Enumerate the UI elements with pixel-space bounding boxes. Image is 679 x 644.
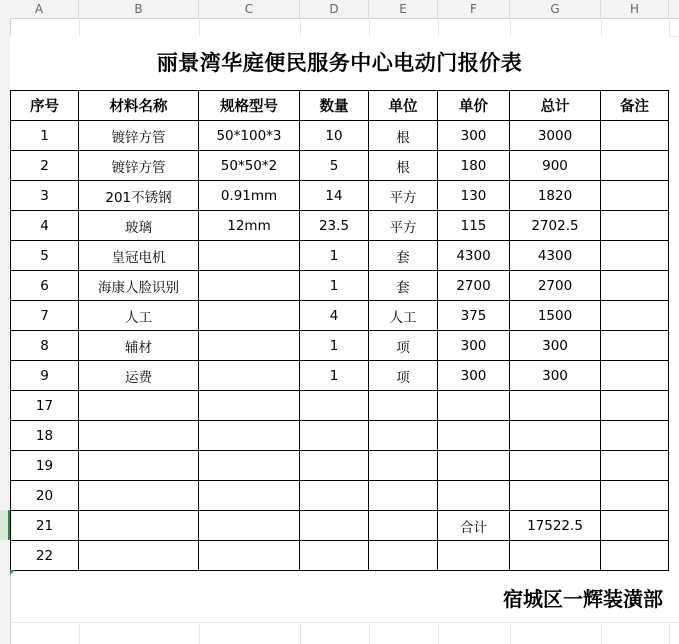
table-row [11,331,669,361]
column-header-bar [0,0,679,19]
table-row [11,541,669,571]
table-cell[interactable] [199,391,300,421]
table-cell[interactable] [601,151,669,181]
table-cell[interactable]: 合计 [438,511,510,541]
table-cell[interactable]: 1 [300,271,369,301]
table-cell[interactable]: 5 [11,241,79,271]
column-heading[interactable]: 备注 [601,91,669,121]
gridline [199,18,200,36]
table-cell[interactable]: 1 [11,121,79,151]
table-row [11,181,669,211]
table-cell[interactable]: 14 [300,181,369,211]
gridline [300,18,301,36]
table-cell[interactable] [601,451,669,481]
table-cell[interactable]: 1 [300,241,369,271]
table-cell[interactable]: 12mm [199,211,300,241]
table-cell[interactable]: 海康人脸识别 [79,271,199,301]
table-cell[interactable]: 130 [438,181,510,211]
column-heading[interactable]: 总计 [510,91,601,121]
table-body [11,121,669,571]
table-cell[interactable] [601,271,669,301]
table-cell[interactable]: 20 [11,481,79,511]
table-cell[interactable] [300,511,369,541]
gridline [438,18,439,36]
column-header-c[interactable]: C [199,0,300,18]
table-cell[interactable] [510,541,601,571]
table-cell[interactable]: 4300 [438,241,510,271]
table-cell[interactable]: 50*50*2 [199,151,300,181]
column-heading[interactable]: 单位 [369,91,438,121]
table-row [11,301,669,331]
column-header-a[interactable]: A [0,0,79,18]
table-cell[interactable] [79,511,199,541]
table-cell[interactable]: 300 [510,361,601,391]
table-cell[interactable] [601,541,669,571]
table-cell[interactable]: 19 [11,451,79,481]
table-cell[interactable]: 115 [438,211,510,241]
table-cell[interactable]: 3000 [510,121,601,151]
table-cell[interactable]: 300 [438,361,510,391]
table-cell[interactable] [369,511,438,541]
table-cell[interactable]: 2700 [438,271,510,301]
table-cell[interactable] [438,481,510,511]
table-cell[interactable]: 平方 [369,181,438,211]
table-cell[interactable]: 套 [369,271,438,301]
table-cell[interactable]: 根 [369,121,438,151]
table-cell[interactable] [510,421,601,451]
table-cell[interactable] [79,451,199,481]
table-cell[interactable]: 镀锌方管 [79,121,199,151]
table-cell[interactable] [79,391,199,421]
table-cell[interactable]: 2 [11,151,79,181]
table-cell[interactable]: 180 [438,151,510,181]
gridline [300,622,301,644]
gridline [601,18,602,36]
gridline [369,622,370,644]
table-cell[interactable] [300,451,369,481]
gridline [510,622,511,644]
table-row [11,451,669,481]
fill-handle-marker [10,570,15,575]
column-heading[interactable]: 材料名称 [79,91,199,121]
table-row [11,421,669,451]
table-cell[interactable]: 50*100*3 [199,121,300,151]
table-row [11,361,669,391]
table-header-row [11,91,669,121]
table-cell[interactable]: 300 [438,331,510,361]
table-cell[interactable]: 人工 [79,301,199,331]
table-cell[interactable]: 1 [300,331,369,361]
table-cell[interactable]: 8 [11,331,79,361]
table-cell[interactable]: 3 [11,181,79,211]
table-cell[interactable]: 5 [300,151,369,181]
table-cell[interactable] [300,481,369,511]
table-cell[interactable] [510,391,601,421]
table-cell[interactable] [79,421,199,451]
column-heading[interactable]: 数量 [300,91,369,121]
table-cell[interactable]: 6 [11,271,79,301]
table-cell[interactable]: 皇冠电机 [79,241,199,271]
table-cell[interactable] [199,361,300,391]
table-cell[interactable]: 17522.5 [510,511,601,541]
table-cell[interactable]: 2702.5 [510,211,601,241]
table-cell[interactable]: 1 [300,361,369,391]
table-cell[interactable]: 900 [510,151,601,181]
column-header-f[interactable]: F [438,0,510,18]
table-cell[interactable] [510,481,601,511]
table-cell[interactable]: 17 [11,391,79,421]
table-cell[interactable]: 辅材 [79,331,199,361]
gridline [79,622,80,644]
gridline [79,18,80,36]
table-row [11,511,669,541]
gridline [669,18,670,36]
table-cell[interactable] [300,391,369,421]
table-cell[interactable]: 21 [11,511,79,541]
table-cell[interactable]: 7 [11,301,79,331]
table-cell[interactable]: 4 [300,301,369,331]
table-cell[interactable]: 300 [438,121,510,151]
gridline [10,622,679,623]
table-cell[interactable]: 运费 [79,361,199,391]
quote-table [10,90,669,571]
table-cell[interactable] [601,211,669,241]
company-name[interactable]: 宿城区一辉装潢部 [503,587,663,611]
table-cell[interactable]: 项 [369,361,438,391]
table-cell[interactable] [601,391,669,421]
table-cell[interactable] [199,511,300,541]
column-header-e[interactable]: E [369,0,438,18]
column-header-b[interactable]: B [79,0,199,18]
gridline [199,622,200,644]
table-cell[interactable] [601,421,669,451]
table-cell[interactable] [601,181,669,211]
table-cell[interactable] [438,421,510,451]
table-cell[interactable]: 项 [369,331,438,361]
table-cell[interactable] [199,331,300,361]
table-cell[interactable]: 2700 [510,271,601,301]
table-cell[interactable]: 4 [11,211,79,241]
table-cell[interactable] [300,541,369,571]
table-cell[interactable] [369,541,438,571]
table-cell[interactable]: 玻璃 [79,211,199,241]
gridline [510,18,511,36]
table-cell[interactable] [369,451,438,481]
column-header-h[interactable]: H [601,0,669,18]
table-cell[interactable] [199,271,300,301]
table-cell[interactable]: 201不锈钢 [79,181,199,211]
table-cell[interactable] [601,511,669,541]
table-row [11,391,669,421]
table-cell[interactable]: 4300 [510,241,601,271]
table-cell[interactable]: 9 [11,361,79,391]
table-cell[interactable] [199,451,300,481]
table-cell[interactable]: 1820 [510,181,601,211]
table-cell[interactable]: 根 [369,151,438,181]
table-cell[interactable]: 18 [11,421,79,451]
table-cell[interactable] [79,541,199,571]
table-cell[interactable] [300,421,369,451]
column-heading[interactable]: 序号 [11,91,79,121]
table-cell[interactable]: 10 [300,121,369,151]
table-cell[interactable]: 0.91mm [199,181,300,211]
table-cell[interactable] [79,481,199,511]
table-cell[interactable]: 平方 [369,211,438,241]
table-row [11,121,669,151]
table-cell[interactable]: 23.5 [300,211,369,241]
table-cell[interactable]: 人工 [369,301,438,331]
column-header-d[interactable]: D [300,0,369,18]
report-title[interactable]: 丽景湾华庭便民服务中心电动门报价表 [10,36,669,90]
table-row [11,271,669,301]
table-cell[interactable]: 镀锌方管 [79,151,199,181]
table-cell[interactable] [369,421,438,451]
column-heading[interactable]: 单价 [438,91,510,121]
table-cell[interactable] [601,241,669,271]
gridline [669,622,670,644]
table-row [11,211,669,241]
table-cell[interactable] [601,331,669,361]
table-cell[interactable] [369,481,438,511]
table-cell[interactable] [438,541,510,571]
gridline [438,622,439,644]
table-cell[interactable]: 套 [369,241,438,271]
table-cell[interactable] [199,241,300,271]
table-cell[interactable] [601,361,669,391]
table-cell[interactable] [601,481,669,511]
table-cell[interactable] [601,301,669,331]
column-heading[interactable]: 规格型号 [199,91,300,121]
table-cell[interactable] [369,391,438,421]
table-cell[interactable] [438,451,510,481]
table-row [11,151,669,181]
table-cell[interactable] [199,421,300,451]
table-cell[interactable]: 375 [438,301,510,331]
table-cell[interactable] [438,391,510,421]
table-row [11,241,669,271]
table-cell[interactable] [601,121,669,151]
table-cell[interactable]: 300 [510,331,601,361]
gridline [601,622,602,644]
table-cell[interactable] [199,301,300,331]
table-cell[interactable]: 22 [11,541,79,571]
table-cell[interactable]: 1500 [510,301,601,331]
table-row [11,481,669,511]
active-row-marker [0,510,10,540]
table-cell[interactable] [199,541,300,571]
column-header-g[interactable]: G [510,0,601,18]
table-cell[interactable] [199,481,300,511]
gridline [369,18,370,36]
table-cell[interactable] [510,451,601,481]
